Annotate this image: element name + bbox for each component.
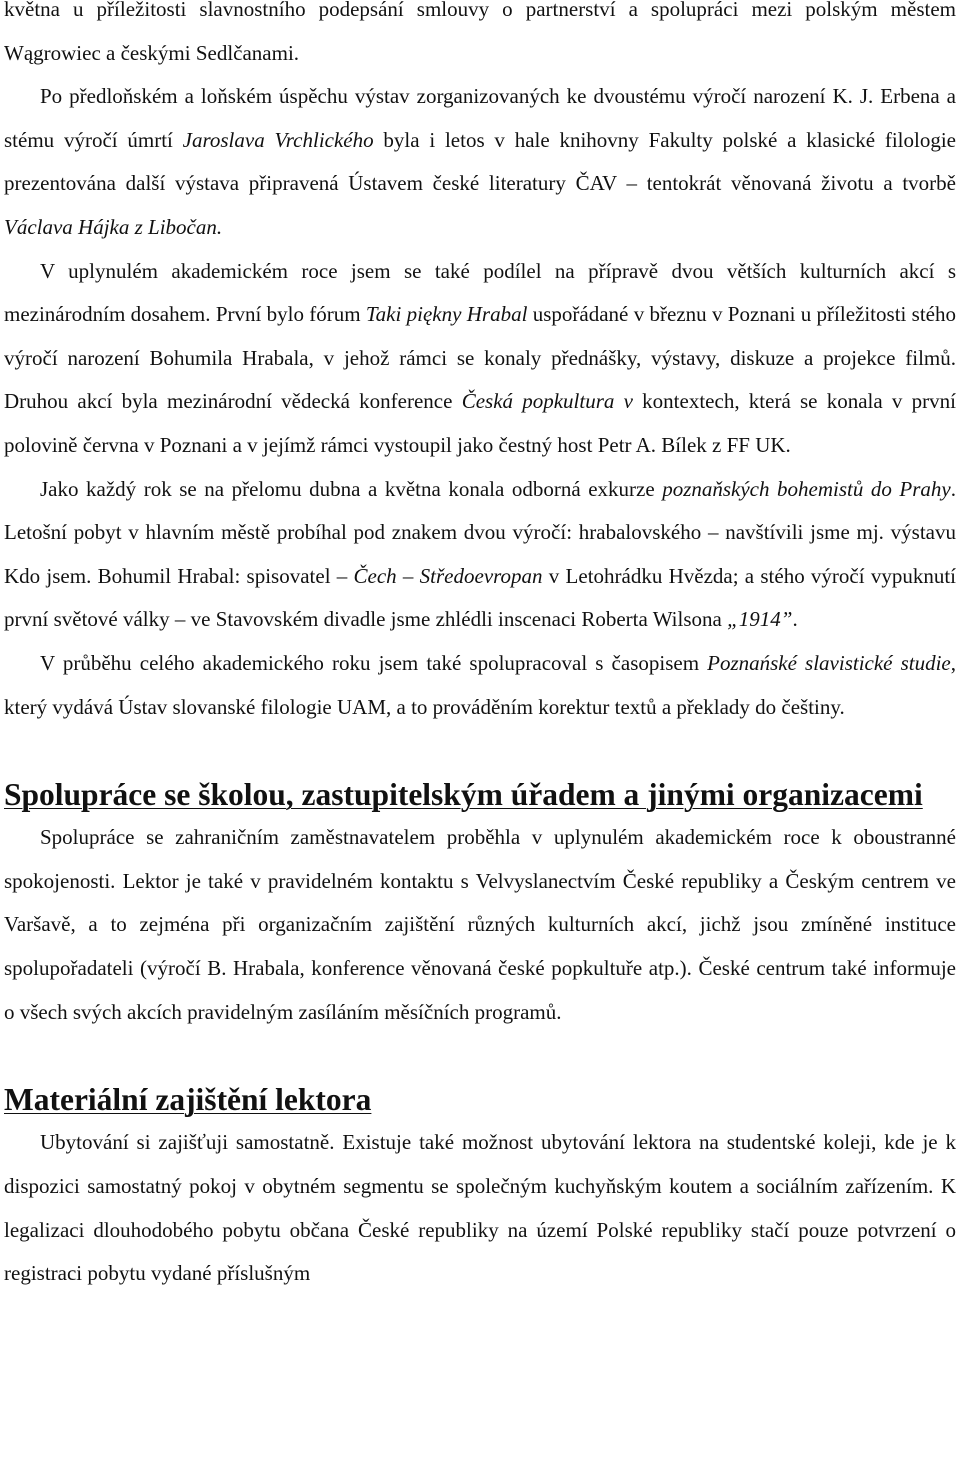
emphasis-exhibition-title: – Čech – Středoevropan <box>336 563 543 588</box>
emphasis-excursion: poznaňských bohemistů do Prahy <box>662 476 951 501</box>
paragraph-excursion: Jako každý rok se na přelomu dubna a května konala odborná exkurze poznaňských bohemistů do Prahy. Letošní pobyt v hlavním městě probíhal pod znakem dvou výročí: hrabalovského – navštívili jsme mj. výstavu Kdo jsem. Bohumil Hrabal: spisovatel – Čech – Středoevropan v Letohrádku Hvězda; a stého výročí vypuknutí první světové války – ve Stavovském divadle jsme zhlédli inscenaci Roberta Wilsona „1914”. <box>4 476 957 632</box>
section-heading-cooperation: Spolupráce se školou, zastupitelským úřadem a jinými organizacemi <box>4 776 923 812</box>
emphasis-hrabal-forum: Taki piękny Hrabal <box>365 302 528 327</box>
emphasis-journal-title: Poznańské slavistické studie <box>707 650 951 675</box>
emphasis-conference: Česká popkultura v <box>461 389 633 414</box>
paragraph-accommodation: Ubytování si zajišťuji samostatně. Existuje také možnost ubytování lektora na studentské koleji, kde je k dispozici samostatný pokoj v obytném segmentu se společným kuchyňským koutem a sociálním zařízením. K legalizaci dlouhodobého pobytu občana České republiky na území Polské republiky stačí pouze potvrzení o registraci pobytu vydané příslušným <box>4 1130 956 1286</box>
section-spacer <box>4 729 956 773</box>
section-heading-material: Materiální zajištění lektora <box>4 1081 372 1117</box>
paragraph-cultural-events: V uplynulém akademickém roce jsem se také podílel na přípravě dvou větších kulturních akcí s mezinárodním dosahem. První bylo fórum Taki piękny Hrabal uspořádané v březnu v Poznani u příležitosti stého výročí narození Bohumila Hrabala, v jehož rámci se konaly přednášky, výstavy, diskuze a projekce filmů. Druhou akcí byla mezinárodní vědecká konference Česká popkultura v kontextech, která se konala v první polovině června v Poznani a v jejímž rámci vystoupil jako čestný host Petr A. Bílek z FF UK. <box>4 258 956 457</box>
emphasis-play-title: „1914” <box>727 607 793 632</box>
paragraph-exhibitions: Po předloňském a loňském úspěchu výstav zorganizovaných ke dvoustému výročí narození K. J. Erbena a stému výročí úmrtí Jaroslava Vrchlického byla i letos v hale knihovny Fakulty polské a klasické filologie prezentována další výstava připravená Ústavem české literatury ČAV – tentokrát věnovaná životu a tvorbě Václava Hájka z Libočan. <box>4 84 956 239</box>
document-page <box>4 0 956 1296</box>
paragraph-cooperation: Spolupráce se zahraničním zaměstnavatelem proběhla v uplynulém akademickém roce k oboustranné spokojenosti. Lektor je také v pravidelném kontaktu s Velvyslanectvím České republiky a Českým centrem ve Varšavě, a to zejména při organizačním zajištění různých kulturních akcí, jichž jsou zmíněné instituce spolupořadateli (výročí B. Hrabala, konference věnovaná české popkultuře atp.). České centrum také informuje o všech svých akcích pravidelným zasíláním měsíčních programů. <box>4 825 956 1024</box>
paragraph-partnership: května u příležitosti slavnostního podepsání smlouvy o partnerství a spolupráci mezi polským městem Wągrowiec a českými Sedlčanami. <box>4 0 956 65</box>
emphasis-hajek: Václava Hájka z Libočan. <box>4 214 223 239</box>
emphasis-vrchlicky: Jaroslava Vrchlického <box>182 127 374 152</box>
section-spacer <box>4 1034 956 1078</box>
paragraph-journal: V průběhu celého akademického roku jsem také spolupracoval s časopisem Poznańské slavistické studie, který vydává Ústav slovanské filologie UAM, a to prováděním korektur textů a překlady do češtiny. <box>4 650 956 719</box>
